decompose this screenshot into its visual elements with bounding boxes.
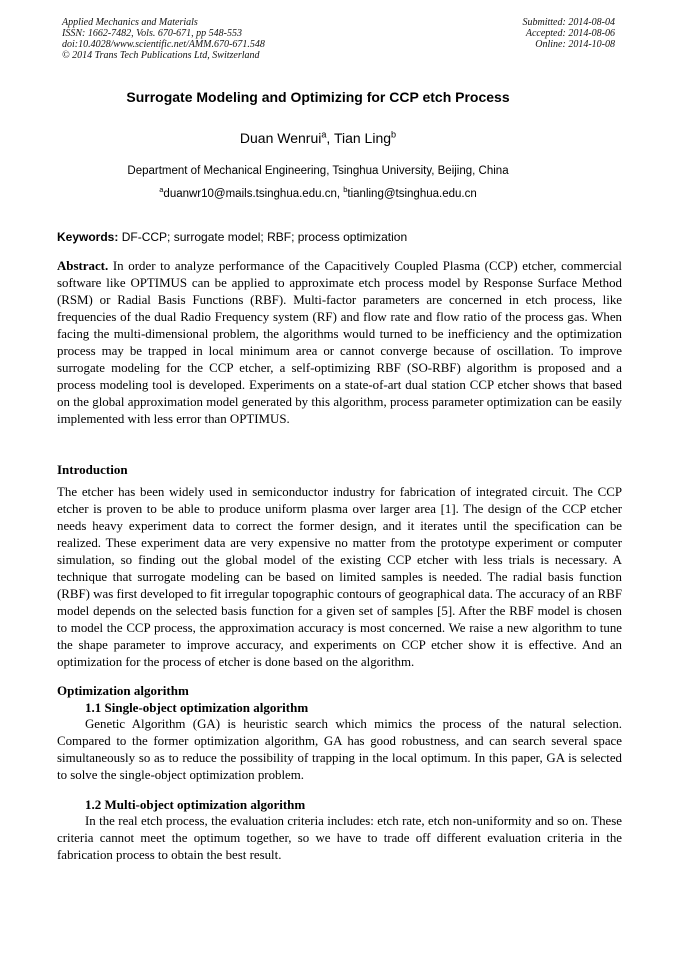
abstract-text: In order to analyze performance of the Capacitively Coupled Plasma (CCP) etcher, commercial software like OPTIMUS can be applied to approximate etch process model by Response Surface Method (RSM) or Radial Basis Functions (RBF). Multi-factor parameters are concerned in etch process, like frequencies of the dual Radio Frequency system (RF) and flow rate and flow ratio of the process gas. When facing the multi-dimensional problem, the algorithms would turned to be inefficiency and the optimization process may be trapped in local minimum area or cannot converge because of oscillation. To improve surrogate modeling for the CCP etcher, a self-optimizing RBF (SO-RBF) algorithm is proposed and a process modeling tool is developed. Experiments on a state-of-art dual station CCP etcher shows that based on the global approximation model generated by this algorithm, process parameter optimization can be easily implemented with less error than OPTIMUS.: [57, 259, 622, 426]
email-2: tianling@tsinghua.edu.cn: [347, 188, 477, 200]
paragraph-single-object: Genetic Algorithm (GA) is heuristic search which mimics the process of the natural selection. Compared to the former optimization algorithm, GA has good robustness, and can search several space simultaneously so as to reduce the possibility of trapping in the local optimum. In this paper, GA is selected to solve the single-object optimization problem.: [57, 717, 622, 782]
online-date: Online: 2014-10-08: [535, 39, 615, 50]
authors-separator: ,: [326, 130, 334, 146]
journal-issn-line: ISSN: 1662-7482, Vols. 670-671, pp 548-553: [62, 28, 242, 39]
front-matter: [57, 61, 579, 202]
email-1: duanwr10@mails.tsinghua.edu.cn,: [163, 188, 341, 200]
journal-info: [62, 17, 265, 61]
keywords-line: [57, 230, 622, 245]
keywords-text: DF-CCP; surrogate model; RBF; process optimization: [121, 230, 408, 244]
abstract-label: Abstract.: [57, 259, 109, 273]
email-1-superscript: a: [159, 185, 164, 195]
emails-line: [57, 187, 579, 202]
paragraph-multi-object: In the real etch process, the evaluation criteria includes: etch rate, etch non-uniformity and so on. These criteria cannot meet the optimum together, so we have to trade off different evaluation criteria in the fabrication process to obtain the best result.: [57, 814, 622, 862]
subsection-heading-1-1: 1.1 Single-object optimization algorithm: [85, 700, 309, 715]
authors-line: [57, 129, 579, 147]
accepted-date: Accepted: 2014-08-06: [525, 28, 615, 39]
section-heading-optimization-algorithm: Optimization algorithm: [57, 683, 189, 698]
author-2-superscript: b: [391, 129, 397, 140]
journal-name: Applied Mechanics and Materials: [62, 17, 198, 28]
subsection-heading-1-2: 1.2 Multi-object optimization algorithm: [85, 797, 306, 812]
paper-body: [57, 230, 622, 864]
abstract-paragraph: [57, 258, 622, 428]
submission-dates: [523, 17, 616, 61]
affiliation: Department of Mechanical Engineering, Tsinghua University, Beijing, China: [127, 165, 509, 177]
submitted-date: Submitted: 2014-08-04: [522, 17, 615, 28]
email-2-superscript: b: [343, 185, 348, 195]
paper-title: Surrogate Modeling and Optimizing for CCP etch Process: [126, 89, 510, 105]
author-2-name: Tian Ling: [333, 130, 392, 146]
journal-copyright-line: © 2014 Trans Tech Publications Ltd, Switzerland: [62, 50, 260, 61]
page-header: [0, 0, 678, 61]
journal-doi-line: doi:10.4028/www.scientific.net/AMM.670-671.548: [62, 39, 265, 50]
introduction-paragraph: The etcher has been widely used in semiconductor industry for fabrication of integrated circuit. The CCP etcher is proven to be able to produce uniform plasma over larger area [1]. The design of the CCP etcher needs heavy experiment data to correct the former design, and it iterates until the specification can be realized. These experiment data are very expensive no matter from the prototype experiment or computer simulation, so finding out the global model of the existing CCP etcher with less trials is necessary. A technique that surrogate modeling can be based on limited samples is needed. The radial basis function (RBF) was first developed to fit irregular topographic contours of geographical data. The accuracy of an RBF model depends on the selected basis function for a given set of samples [5]. After the RBF model is chosen to model the CCP process, the approximation accuracy is most concerned. We raise a new algorithm to tune the shape parameter to improve accuracy, and experiments on CCP etcher show it is effective. And an optimization for the process of etcher is done based on the algorithm.: [57, 485, 622, 669]
keywords-label: Keywords:: [57, 230, 119, 244]
author-1-superscript: a: [321, 129, 327, 140]
section-heading-introduction: Introduction: [57, 462, 128, 477]
author-1-name: Duan Wenrui: [239, 130, 322, 146]
